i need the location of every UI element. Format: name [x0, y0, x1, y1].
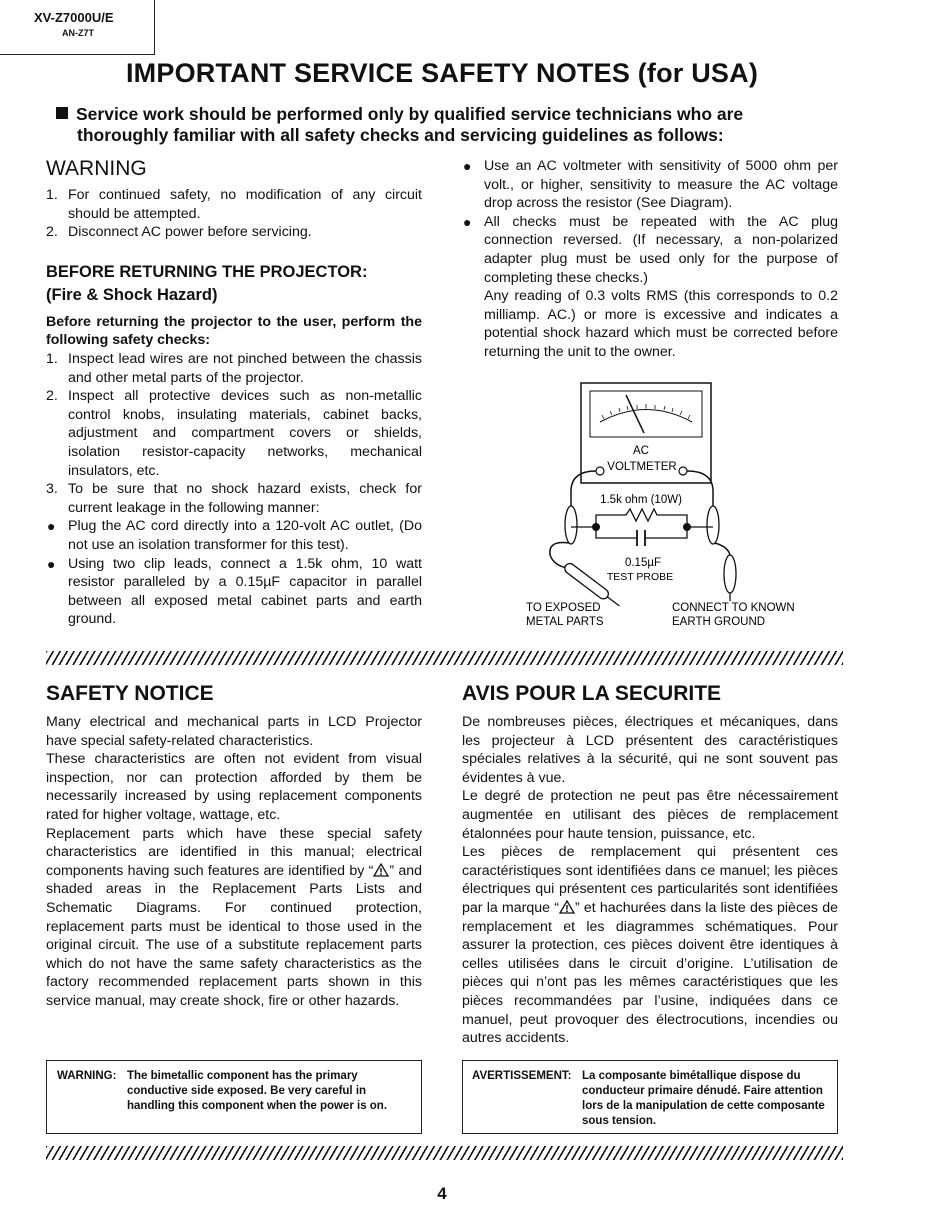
right-callout-line-1: CONNECT TO KNOWN: [672, 602, 795, 614]
warning-item: [46, 223, 422, 242]
bullet-icon: ●: [463, 158, 472, 174]
sub-model-number: AN-Z7T: [62, 28, 94, 38]
warning-box-text: La composante bimétallique dispose du conducteur primaire dénudé. Faire attention lors de la manipulation de cette composante sous tension.: [582, 1070, 825, 1127]
hatched-divider-bottom: [46, 1146, 843, 1160]
left-column-upper: [46, 156, 422, 629]
capacitor-label: 0.15µF: [624, 557, 662, 569]
check-bullet: [46, 555, 422, 629]
avis-paragraph: Le degré de protection ne peut pas être nécessairement augmentée en utilisant des pièces de remplacement étalonnées pour haute tension, puissance, etc.: [462, 788, 838, 842]
clip-lead-right: [707, 506, 719, 544]
check-bullet: [462, 157, 838, 213]
left-callout-line-2: METAL PARTS: [526, 616, 604, 628]
meter-dial-window: [590, 391, 702, 437]
check-item: [46, 350, 422, 387]
paragraph-text: Les pièces de remplacement qui présentent ces caractéristiques sont identifiées dans ce manuel; les pièces électriques qui présentent ces particularités sont identifiées par la marque “: [462, 844, 838, 916]
leakage-test-diagram: [520, 380, 820, 632]
safety-notice-section: [46, 681, 422, 1011]
item-text: Inspect all protective devices such as non-metallic control knobs, insulating materials, cabinet backs, adjustment and compartment covers or shields, isolation resistor-capacity networks, mechanical insulators, etc.: [68, 388, 422, 479]
right-callout-line-2: EARTH GROUND: [672, 616, 766, 628]
left-callout-line-1: TO EXPOSED: [526, 602, 601, 614]
warning-heading: WARNING: [46, 157, 147, 180]
meter-terminal-left: [596, 467, 604, 475]
warning-box-english: [46, 1060, 422, 1134]
item-number: 2.: [46, 388, 58, 405]
warning-triangle-icon: [559, 900, 575, 914]
resistor-symbol: [596, 509, 687, 527]
safety-paragraph: Many electrical and mechanical parts in LCD Projector have special safety-related characteristics.: [46, 714, 422, 749]
before-return-section: [46, 261, 422, 629]
intro-line-1: Service work should be performed only by qualified service technicians who are: [76, 104, 744, 124]
bullet-icon: ●: [47, 518, 56, 535]
avis-paragraph: De nombreuses pièces, électriques et mécaniques, dans les projecteur à LCD présentent des caractéristiques spéciales relatives à la sécurité, qui ne sont souvent pas évidentes à vue.: [462, 714, 838, 786]
intro-line-2: thoroughly familiar with all safety checks and servicing guidelines as follows:: [77, 125, 724, 145]
check-bullet: [462, 213, 838, 287]
check-bullet: [46, 517, 422, 554]
warning-list: [46, 186, 422, 242]
paragraph-text: ” and shaded areas in the Replacement Parts Lists and Schematic Diagrams. For continued protection, replacement parts must be identical to those used in the original circuit. The use of a substitute replacement parts which do not have the same safety characteristics as the factory recommended replacement parts shown in this service manual, may create shock, fire or other hazards.: [46, 862, 422, 1009]
warning-box-french: [462, 1060, 838, 1134]
item-number: 1.: [46, 350, 58, 367]
warning-box-label: AVERTISSEMENT:: [472, 1070, 572, 1082]
item-text: Inspect lead wires are not pinched between the chassis and other metal parts of the projector.: [68, 350, 422, 386]
avis-paragraph: [462, 843, 838, 1048]
square-bullet-icon: [56, 107, 68, 119]
warning-triangle-icon: [373, 863, 389, 877]
warning-item: [46, 186, 422, 223]
paragraph-text: Replacement parts which have these special safety characteristics are identified in this manual; electrical components having such features are identified by “: [46, 825, 422, 879]
before-return-heading: BEFORE RETURNING THE PROJECTOR:: [46, 262, 368, 281]
meter-terminal-right: [679, 467, 687, 475]
model-number: XV-Z7000U/E: [34, 10, 114, 25]
ground-clip: [724, 555, 736, 593]
resistor-label: 1.5k ohm (10W): [600, 494, 682, 506]
item-number: 2.: [46, 224, 58, 241]
meter-label-voltmeter: VOLTMETER: [607, 461, 677, 473]
safety-paragraph: [46, 825, 422, 1011]
avis-heading: AVIS POUR LA SECURITE: [462, 682, 722, 705]
hatched-divider-top: [46, 651, 843, 665]
paragraph-text: ” et hachurées dans la liste des pièces de remplacement et les diagrammes schématiques. Pour assurer la protection, ces pièces doivent être identiques à celles utilisées dans le circuit d’origine. L’utilisation de pièces qui n’ont pas les mêmes caractéristiques que les pièces recommandées par l’usine, indiquées dans ce manuel, peut provoquer des électrocutions, incendies ou autres accidents.: [462, 899, 838, 1047]
reading-note: [462, 287, 838, 361]
bullet-text: Plug the AC cord directly into a 120-volt AC outlet, (Do not use an isolation transformer for this test).: [68, 518, 422, 553]
page-number: 4: [437, 1184, 447, 1203]
item-text: To be sure that no shock hazard exists, check for current leakage in the following manner:: [68, 481, 422, 516]
bullet-text: Use an AC voltmeter with sensitivity of 5000 ohm per volt., or higher, sensitivity to measure the AC voltage drop across the resistor (See Diagram).: [484, 158, 838, 212]
item-text: For continued safety, no modification of any circuit should be attempted.: [68, 187, 422, 222]
safety-paragraph: These characteristics are often not evident from visual inspection, nor can protection afforded by them be necessarily increased by using replacement components rated for higher voltage, wattage, etc.: [46, 751, 422, 823]
capacitor-wires: [596, 527, 687, 538]
clip-lead-left: [565, 506, 577, 544]
right-column-upper: [462, 157, 838, 362]
meter-label-ac: AC: [633, 445, 649, 457]
safety-notice-heading: SAFETY NOTICE: [46, 682, 214, 705]
page-title: IMPORTANT SERVICE SAFETY NOTES (for USA): [125, 58, 759, 88]
avis-section: [462, 681, 838, 1048]
item-text: Disconnect AC power before servicing.: [68, 224, 312, 241]
bullet-text: All checks must be repeated with the AC plug connection reversed. (If necessary, a non-polarized adapter plug must be used only for the purpose of completing these checks.): [484, 213, 838, 286]
test-probe-label: TEST PROBE: [606, 571, 674, 583]
bullet-icon: ●: [463, 213, 472, 230]
before-return-lead: Before returning the projector to the user, perform the following safety checks:: [46, 313, 422, 349]
item-number: 1.: [46, 187, 58, 203]
check-item: [46, 480, 422, 517]
intro-statement: [56, 104, 840, 146]
probe-wire: [550, 543, 569, 569]
bullet-icon: ●: [47, 555, 56, 572]
item-number: 3.: [46, 481, 58, 498]
bullet-text: Using two clip leads, connect a 1.5k ohm, 10 watt resistor paralleled by a 0.15µF capacitor in parallel between all exposed metal cabinet parts and earth ground.: [68, 555, 422, 628]
check-item: [46, 387, 422, 480]
model-box: [0, 0, 155, 55]
before-return-subheading: (Fire & Shock Hazard): [46, 285, 218, 304]
warning-box-label: WARNING:: [57, 1070, 117, 1082]
note-text: Any reading of 0.3 volts RMS (this corresponds to 0.2 milliamp. AC.) or more is excessive and indicates a potential shock hazard which must be corrected before returning the unit to the owner.: [484, 288, 838, 360]
warning-box-text: The bimetallic component has the primary conductive side exposed. Be very careful in handling this component when the power is on.: [127, 1070, 388, 1112]
